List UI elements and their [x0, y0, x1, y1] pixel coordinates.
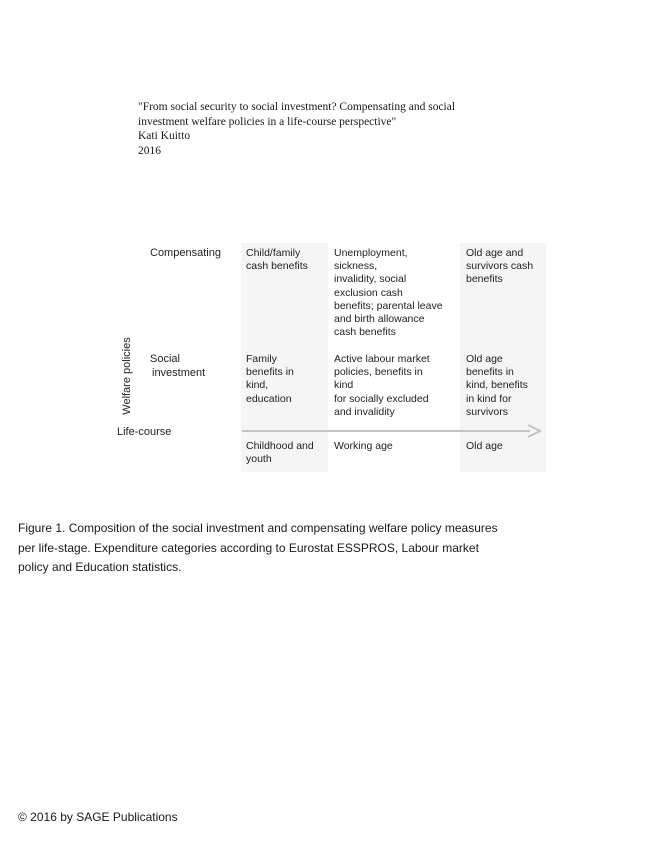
cell-comp-old-age — [466, 247, 533, 287]
article-title-line-2: investment welfare policies in a life-course perspective" — [138, 115, 397, 128]
cell-line: kind, — [246, 379, 269, 392]
cell-line: sickness, — [334, 260, 378, 273]
row-label-compensating — [150, 247, 221, 261]
x-axis-label: Life-course — [117, 426, 172, 438]
stage-line: youth — [246, 453, 272, 466]
cell-line: benefits; parental leave — [334, 299, 443, 312]
cell-line: Active labour market — [334, 353, 430, 365]
cell-si-working — [334, 353, 430, 419]
article-title-line-1: "From social security to social investment? Compensating and social — [138, 101, 456, 113]
cell-line: benefits in — [466, 366, 514, 379]
caption-line-3: policy and Education statistics. — [18, 560, 182, 574]
copyright-notice: © 2016 by SAGE Publications — [18, 810, 178, 824]
cell-line: invalidity, social — [334, 273, 407, 286]
stage-working-age: Working age — [334, 440, 393, 452]
y-axis-label: Welfare policies — [121, 337, 133, 415]
cell-line: kind, benefits — [466, 379, 528, 392]
cell-line: Family — [246, 353, 277, 365]
arrow-right-icon — [526, 424, 542, 438]
cell-line: in kind for — [466, 392, 512, 405]
cell-line: education — [246, 392, 292, 405]
cell-line: for socially excluded — [334, 392, 429, 405]
stage-old-age: Old age — [466, 440, 503, 452]
caption-line-2: per life-stage. Expenditure categories according to Eurostat ESSPROS, Labour market — [18, 540, 479, 555]
cell-comp-childhood — [246, 247, 308, 273]
stage-childhood — [246, 440, 314, 466]
article-year: 2016 — [138, 144, 161, 157]
cell-line: survivors — [466, 405, 509, 418]
cell-line: kind — [334, 379, 354, 392]
cell-line: Old age and — [466, 247, 524, 259]
article-author: Kati Kuitto — [138, 130, 191, 142]
cell-line: benefits in — [246, 366, 294, 379]
stage-line: Childhood and — [246, 440, 314, 452]
life-course-arrow-line — [242, 430, 530, 432]
figure-caption — [18, 519, 548, 578]
cell-line: Unemployment, — [334, 247, 408, 259]
row-label-social-text: Social — [150, 353, 180, 365]
cell-line: cash benefits — [334, 326, 396, 339]
row-label-compensating-text: Compensating — [150, 247, 221, 259]
cell-line: Child/family — [246, 247, 301, 259]
cell-line: survivors cash — [466, 260, 534, 273]
caption-line-1: Figure 1. Composition of the social investment and compensating welfare policy measures — [18, 521, 498, 535]
cell-comp-working — [334, 247, 443, 339]
cell-line: exclusion cash — [334, 286, 403, 299]
cell-line: benefits — [466, 273, 503, 286]
cell-line: cash benefits — [246, 260, 308, 273]
row-label-social-investment — [150, 353, 205, 380]
cell-line: and birth allowance — [334, 313, 425, 326]
row-label-investment-text: investment — [152, 366, 206, 379]
cell-si-old-age — [466, 353, 528, 419]
cell-si-childhood — [246, 353, 294, 406]
cell-line: and invalidity — [334, 405, 395, 418]
cell-line: policies, benefits in — [334, 366, 423, 379]
cell-line: Old age — [466, 353, 503, 365]
